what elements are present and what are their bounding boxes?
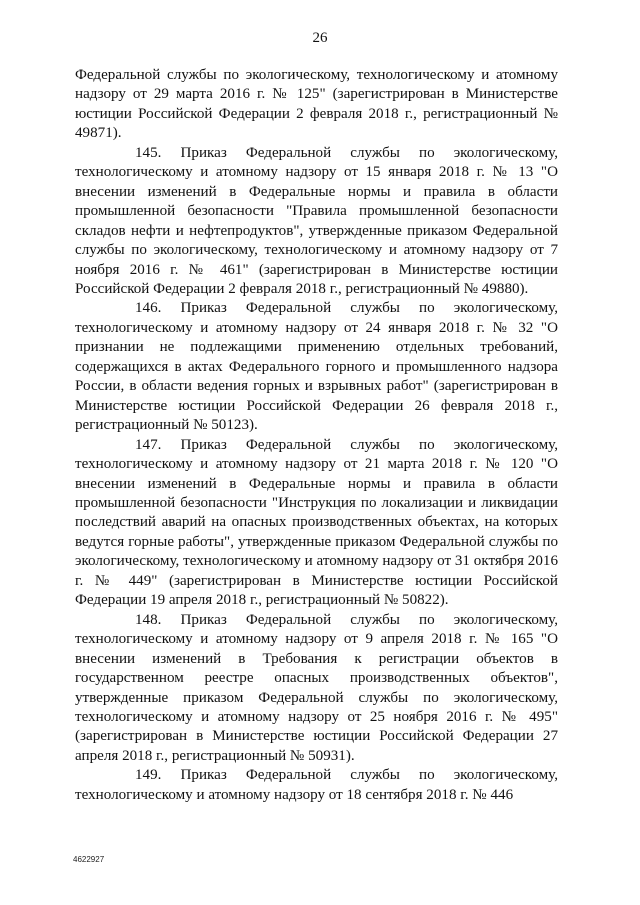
paragraph-item-145: 145. Приказ Федеральной службы по экологическому, технологическому и атомному надзору от 15 января 2018 г. № 13 "О внесении изменений в Федеральные нормы и правила в области промышленной безопасности "Правила промышленной безопасности складов нефти и нефтепродуктов", утвержденные приказом Федеральной службы по экологическому, технологическому и атомному надзору от 7 ноября 2016 г. № 461" (зарегистрирован в Министерстве юстиции Российской Федерации 2 февраля 2018 г., регистрационный № 49880). [75,144,558,297]
page-number: 26 [312,30,328,46]
paragraph-item-148: 148. Приказ Федеральной службы по экологическому, технологическому и атомному надзору от 9 апреля 2018 г. № 165 "О внесении изменений в Требования к регистрации объектов в государственном реестре опасных производственных объектов", утвержденные приказом Федеральной службы по экологическому, технологическому и атомному надзору от 25 ноября 2016 г. № 495" (зарегистрирован в Министерстве юстиции Российской Федерации 27 апреля 2018 г., регистрационный № 50931). [75,611,558,764]
document-id: 4622927 [73,855,105,864]
paragraph-item-146: 146. Приказ Федеральной службы по экологическому, технологическому и атомному надзору от 24 января 2018 г. № 32 "О признании не подлежащими применению отдельных требований, содержащихся в актах Федерального горного и промышленного надзора России, в области ведения горных и взрывных работ" (зарегистрирован в Министерстве юстиции Российской Федерации 26 февраля 2018 г., регистрационный № 50123). [75,300,558,434]
paragraph-item-147: 147. Приказ Федеральной службы по экологическому, технологическому и атомному надзору от 21 марта 2018 г. № 120 "О внесении изменений в Федеральные нормы и правила в области промышленной безопасности "Инструкция по локализации и ликвидации последствий аварий на опасных производственных объектах, на которых ведутся горные работы", утвержденные приказом Федеральной службы по экологическому, технологическому и атомному надзору от 31 октября 2016 г. № 449" (зарегистрирован в Министерстве юстиции Российской Федерации 19 апреля 2018 г., регистрационный № 50822). [75,436,558,609]
document-body [75,66,558,805]
paragraph-item-149: 149. Приказ Федеральной службы по экологическому, технологическому и атомному надзору от 18 сентября 2018 г. № 446 [75,767,558,803]
paragraph-continuation: Федеральной службы по экологическому, технологическому и атомному надзору от 29 марта 2016 г. № 125" (зарегистрирован в Министерстве юстиции Российской Федерации 2 февраля 2018 г., регистрационный № 49871). [75,67,558,142]
